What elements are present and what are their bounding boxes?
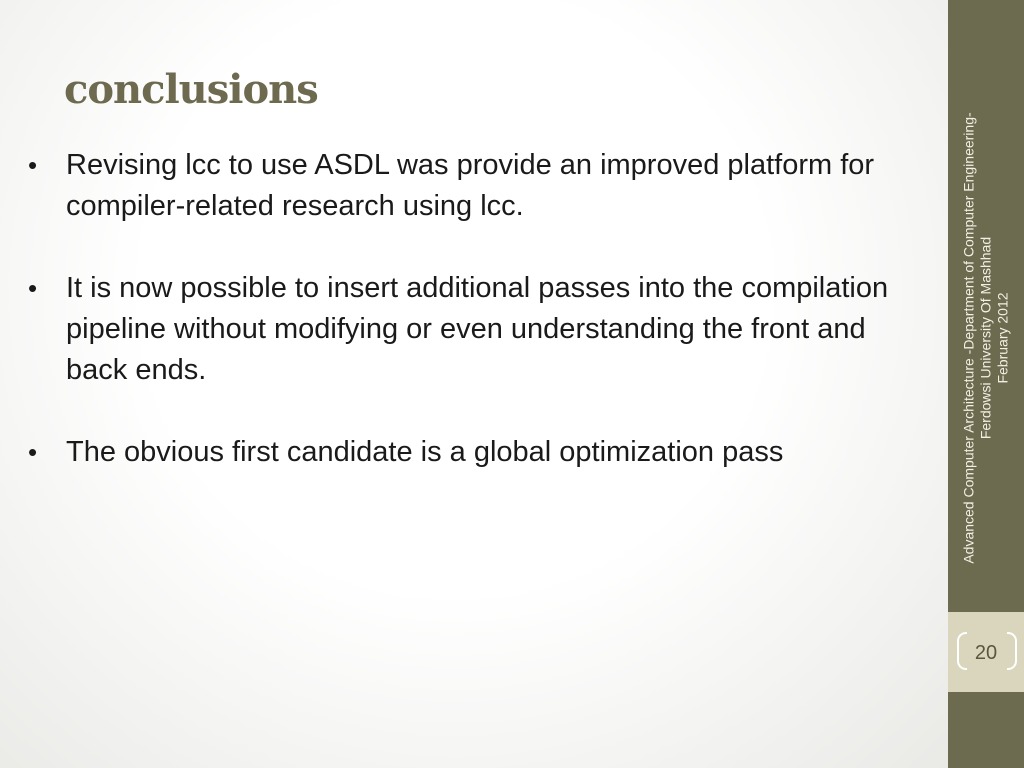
bullet-dot-icon: • <box>28 273 38 303</box>
bullet-item <box>28 268 928 391</box>
bullet-text: Revising lcc to use ASDL was provide an improved platform for compiler-related research using lcc. <box>66 149 875 222</box>
bullet-text: The obvious first candidate is a global optimization pass <box>66 436 784 468</box>
slide-title: conclusions <box>64 66 318 113</box>
bullet-dot-icon: • <box>28 437 38 467</box>
bullet-list <box>28 145 928 514</box>
footer-line: February 2012 <box>994 292 1011 384</box>
slide-number-box <box>948 612 1024 692</box>
footer-text <box>961 58 1012 618</box>
bullet-text: It is now possible to insert additional passes into the compilation pipeline without modifying or even understanding the front and back ends. <box>66 272 889 386</box>
footer-line: Ferdowsi University Of Mashhad <box>977 236 994 440</box>
bullet-item <box>28 145 928 227</box>
bullet-item <box>28 432 928 473</box>
slide-number: 20 <box>974 642 998 664</box>
bullet-dot-icon: • <box>28 150 38 180</box>
footer-line: Advanced Computer Architecture -Department of Computer Engineering- <box>960 112 977 564</box>
